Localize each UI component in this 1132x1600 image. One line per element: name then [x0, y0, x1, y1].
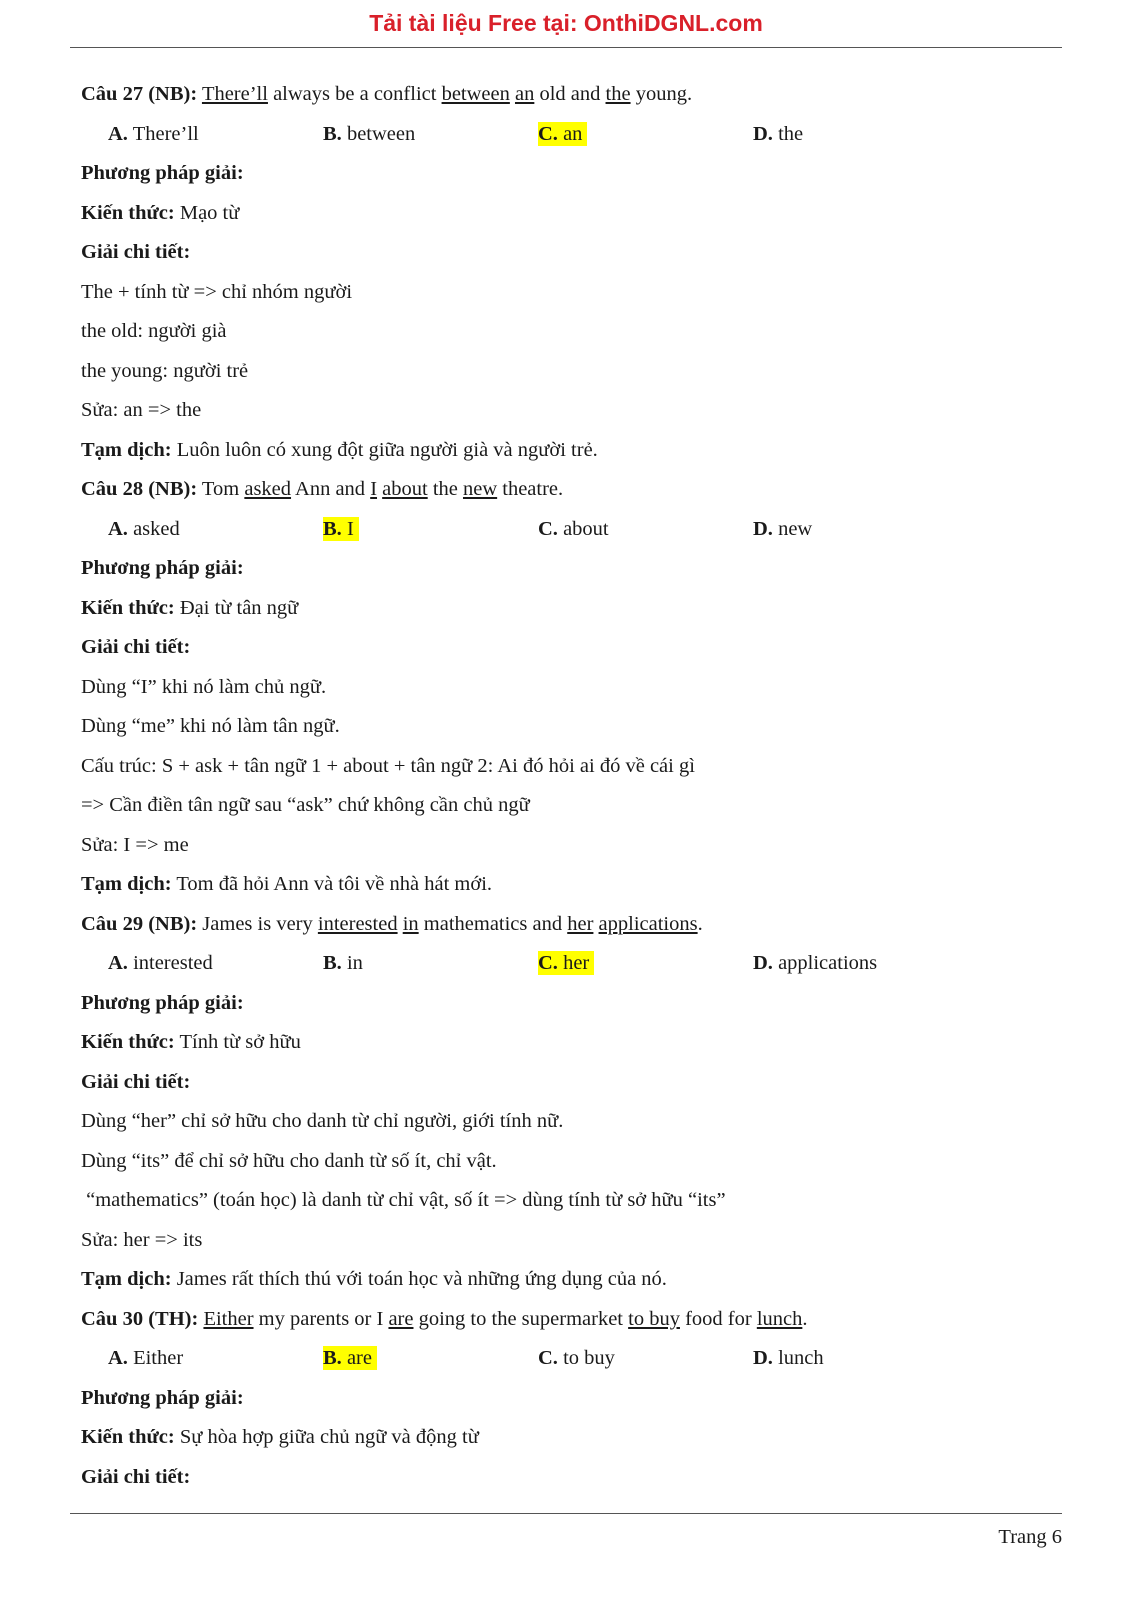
option-letter: C.	[538, 952, 558, 974]
underlined-option-c: an	[514, 83, 535, 105]
explanation-line: Dùng “me” khi nó làm tân ngữ.	[81, 715, 340, 737]
underlined-option-b: in	[402, 912, 419, 935]
option-text: to buy	[557, 1347, 615, 1369]
option-a	[108, 944, 323, 984]
translation-label: Tạm dịch:	[81, 1268, 172, 1290]
option-text: interested	[127, 952, 213, 974]
explanation-line: Dùng “I” khi nó làm chủ ngữ.	[81, 675, 327, 698]
option-c	[538, 1339, 753, 1379]
option-a	[108, 1339, 323, 1379]
knowledge-label: Kiến thức:	[81, 1031, 175, 1053]
explanation-line: The + tính từ => chỉ nhóm người	[81, 280, 353, 303]
explanation-line: “mathematics” (toán học) là danh từ chỉ vật, số ít => dùng tính từ sở hữu “its”	[81, 1189, 726, 1211]
option-text: her	[557, 952, 590, 974]
underlined-option-c: to buy	[628, 1307, 680, 1330]
question-29-stem	[81, 905, 1081, 945]
question-number: Câu 29 (NB):	[81, 912, 198, 935]
page-number: Trang 6	[998, 1526, 1062, 1548]
option-b-correct	[323, 510, 538, 550]
option-text: new	[772, 517, 813, 540]
sentence-text: my parents or I	[253, 1307, 389, 1330]
option-letter: D.	[753, 952, 773, 974]
question-number: Câu 30 (TH):	[81, 1307, 199, 1330]
option-d	[753, 115, 968, 155]
underlined-option-c: her	[567, 912, 594, 935]
translation-line	[81, 1260, 1081, 1300]
option-letter: A.	[108, 1347, 128, 1369]
question-27-options	[81, 115, 1081, 155]
underlined-option-a: asked	[244, 478, 292, 500]
correction-line: Sửa: an => the	[81, 399, 202, 421]
underlined-option-d: the	[605, 83, 631, 105]
option-text: in	[341, 952, 363, 974]
knowledge-label: Kiến thức:	[81, 596, 175, 619]
knowledge-label: Kiến thức:	[81, 201, 175, 224]
answer-highlight	[323, 1346, 377, 1370]
answer-highlight	[323, 517, 359, 541]
sentence-text: Tom	[197, 478, 245, 500]
option-letter: C.	[538, 1347, 558, 1369]
detail-heading: Giải chi tiết:	[81, 241, 191, 263]
option-text: about	[557, 517, 609, 540]
translation-text: Tom đã hỏi Ann và tôi về nhà hát mới.	[171, 873, 493, 895]
option-letter: D.	[753, 517, 773, 540]
sentence-text: Ann and	[291, 478, 371, 500]
knowledge-text: Mạo từ	[174, 201, 240, 224]
question-28-stem	[81, 470, 1081, 510]
option-d	[753, 1339, 968, 1379]
sentence-text: theatre.	[497, 478, 564, 500]
option-letter: A.	[108, 952, 128, 974]
option-text: asked	[127, 517, 180, 540]
translation-line	[81, 865, 1081, 905]
question-29-options	[81, 944, 1081, 984]
explanation-line: Dùng “her” chỉ sở hữu cho danh từ chỉ người, giới tính nữ.	[81, 1110, 564, 1132]
option-b	[323, 944, 538, 984]
knowledge-label: Kiến thức:	[81, 1426, 175, 1448]
knowledge-line	[81, 589, 1081, 629]
option-c	[538, 510, 753, 550]
question-number: Câu 28 (NB):	[81, 478, 198, 500]
question-30-stem	[81, 1300, 1081, 1340]
explanation-line: the old: người già	[81, 320, 227, 342]
option-letter: D.	[753, 122, 773, 145]
sentence-text: young.	[630, 83, 693, 105]
explanation-line: Dùng “its” để chỉ sở hữu cho danh từ số ít, chỉ vật.	[81, 1149, 497, 1172]
sentence-text: .	[802, 1307, 808, 1330]
underlined-option-c: about	[382, 478, 428, 500]
option-text: applications	[772, 952, 878, 974]
sentence-text: going to the supermarket	[413, 1307, 629, 1330]
answer-highlight	[538, 951, 594, 975]
option-a	[108, 115, 323, 155]
detail-heading: Giải chi tiết:	[81, 1465, 191, 1488]
answer-highlight	[538, 122, 587, 146]
option-c-correct	[538, 944, 753, 984]
option-letter: C.	[538, 517, 558, 540]
detail-heading: Giải chi tiết:	[81, 636, 191, 658]
option-letter: B.	[323, 952, 342, 974]
option-d	[753, 510, 968, 550]
question-30-options	[81, 1339, 1081, 1379]
option-letter: A.	[108, 122, 128, 145]
translation-line	[81, 431, 1081, 471]
correction-line: Sửa: I => me	[81, 833, 189, 856]
option-c-correct	[538, 115, 753, 155]
explanation-line: => Cần điền tân ngữ sau “ask” chứ không cần chủ ngữ	[81, 794, 530, 816]
translation-text: James rất thích thú với toán học và những ứng dụng của nó.	[171, 1268, 667, 1290]
sentence-text: food for	[679, 1307, 757, 1330]
sentence-text: always be a conflict	[267, 83, 442, 105]
option-text: I	[341, 517, 354, 540]
translation-text: Luôn luôn có xung đột giữa người già và người trẻ.	[171, 438, 598, 461]
knowledge-line	[81, 1023, 1081, 1063]
underlined-option-b: between	[441, 83, 510, 105]
sentence-text: the	[427, 478, 463, 500]
sentence-text: old and	[534, 83, 606, 105]
option-text: an	[557, 122, 583, 145]
question-28-options	[81, 510, 1081, 550]
method-heading: Phương pháp giải:	[81, 1386, 244, 1409]
option-text: There’ll	[127, 122, 199, 145]
knowledge-line	[81, 194, 1081, 234]
knowledge-text: Sự hòa hợp giữa chủ ngữ và động từ	[174, 1426, 479, 1448]
site-banner: Tải tài liệu Free tại: OnthiDGNL.com	[369, 10, 763, 36]
question-27-stem	[81, 75, 1081, 115]
translation-label: Tạm dịch:	[81, 438, 172, 461]
question-number: Câu 27 (NB):	[81, 83, 198, 105]
option-letter: D.	[753, 1347, 773, 1369]
sentence-text: .	[697, 912, 703, 935]
option-b	[323, 115, 538, 155]
underlined-option-d: lunch	[756, 1307, 803, 1330]
method-heading: Phương pháp giải:	[81, 162, 244, 184]
sentence-text: mathematics and	[418, 912, 568, 935]
underlined-option-d: new	[462, 478, 498, 500]
knowledge-text: Tính từ sở hữu	[174, 1031, 301, 1053]
page-content	[81, 75, 1081, 1497]
underlined-option-a: There’ll	[201, 83, 268, 105]
explanation-line: Cấu trúc: S + ask + tân ngữ 1 + about + tân ngữ 2: Ai đó hỏi ai đó về cái gì	[81, 754, 695, 777]
option-letter: C.	[538, 122, 558, 145]
option-letter: B.	[323, 1347, 342, 1369]
sentence-text: James is very	[197, 912, 318, 935]
option-text: Either	[127, 1347, 184, 1369]
underlined-option-a: Either	[203, 1307, 254, 1330]
underlined-option-b: I	[370, 478, 378, 500]
option-b-correct	[323, 1339, 538, 1379]
option-text: between	[341, 122, 416, 145]
option-letter: A.	[108, 517, 128, 540]
underlined-option-b: are	[388, 1307, 414, 1330]
detail-heading: Giải chi tiết:	[81, 1070, 191, 1093]
method-heading: Phương pháp giải:	[81, 557, 244, 579]
option-text: lunch	[772, 1347, 824, 1369]
option-letter: B.	[323, 122, 342, 145]
method-heading: Phương pháp giải:	[81, 991, 244, 1014]
knowledge-text: Đại từ tân ngữ	[174, 596, 299, 619]
translation-label: Tạm dịch:	[81, 873, 172, 895]
option-text: the	[772, 122, 804, 145]
underlined-option-a: interested	[317, 912, 398, 935]
top-divider	[70, 47, 1062, 48]
correction-line: Sửa: her => its	[81, 1228, 203, 1251]
option-text: are	[341, 1347, 372, 1369]
option-a	[108, 510, 323, 550]
option-letter: B.	[323, 517, 342, 540]
underlined-option-d: applications	[598, 912, 698, 935]
knowledge-line	[81, 1418, 1081, 1458]
option-d	[753, 944, 968, 984]
bottom-divider	[70, 1513, 1062, 1514]
explanation-line: the young: người trẻ	[81, 359, 249, 382]
